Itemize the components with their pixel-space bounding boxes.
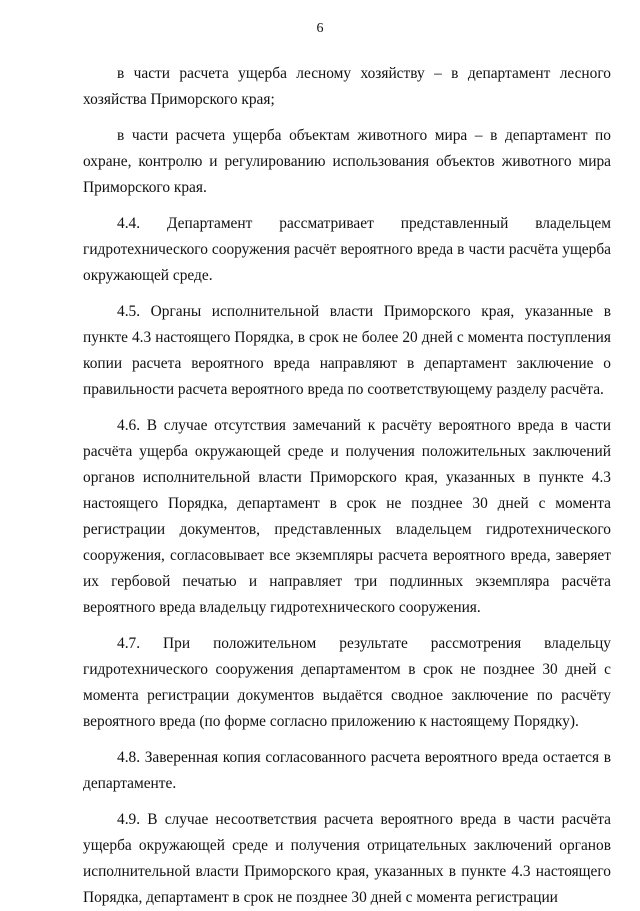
- paragraph-wildlife-damage: в части расчета ущерба объектам животного мира – в департамент по охране, контролю и регулированию использования объектов животного мира Приморского края.: [83, 127, 611, 196]
- paragraph-forestry-damage: в части расчета ущерба лесному хозяйству – в департамент лесного хозяйства Приморского края;: [83, 65, 611, 108]
- document-body: [83, 61, 611, 911]
- paragraph-4-7: 4.7. При положительном результате рассмотрения владельцу гидротехнического сооружения департаментом в срок не позднее 30 дней с момента регистрации документов выдаётся сводное заключение по расчёту вероятного вреда (по форме согласно приложению к настоящему Порядку).: [83, 635, 611, 730]
- paragraph-4-5: 4.5. Органы исполнительной власти Приморского края, указанные в пункте 4.3 настоящего Порядка, в срок не более 20 дней с момента поступления копии расчета вероятного вреда направляют в департамент заключение о правильности расчета вероятного вреда по соответствующему разделу расчёта.: [83, 303, 611, 398]
- paragraph-4-6: 4.6. В случае отсутствия замечаний к расчёту вероятного вреда в части расчёта ущерба окружающей среде и получения положительных заключений органов исполнительной власти Приморского края, указанных в пункте 4.3 настоящего Порядка, департамент в срок не позднее 30 дней с момента регистрации документов, представленных владельцем гидротехнического сооружения, согласовывает все экземпляры расчета вероятного вреда, заверяет их гербовой печатью и направляет три подлинных экземпляра расчёта вероятного вреда владельцу гидротехнического сооружения.: [83, 417, 611, 616]
- paragraph-4-9: 4.9. В случае несоответствия расчета вероятного вреда в части расчёта ущерба окружающей среде и получения отрицательных заключений органов исполнительной власти Приморского края, указанных в пункте 4.3 настоящего Порядка, департамент в срок не позднее 30 дней с момента регистрации: [83, 811, 611, 906]
- paragraph-4-4: 4.4. Департамент рассматривает представленный владельцем гидротехнического сооружения расчёт вероятного вреда в части расчёта ущерба окружающей среде.: [83, 215, 611, 284]
- paragraph-4-8: 4.8. Заверенная копия согласованного расчета вероятного вреда остается в департаменте.: [83, 749, 611, 792]
- page-number: 6: [316, 21, 324, 36]
